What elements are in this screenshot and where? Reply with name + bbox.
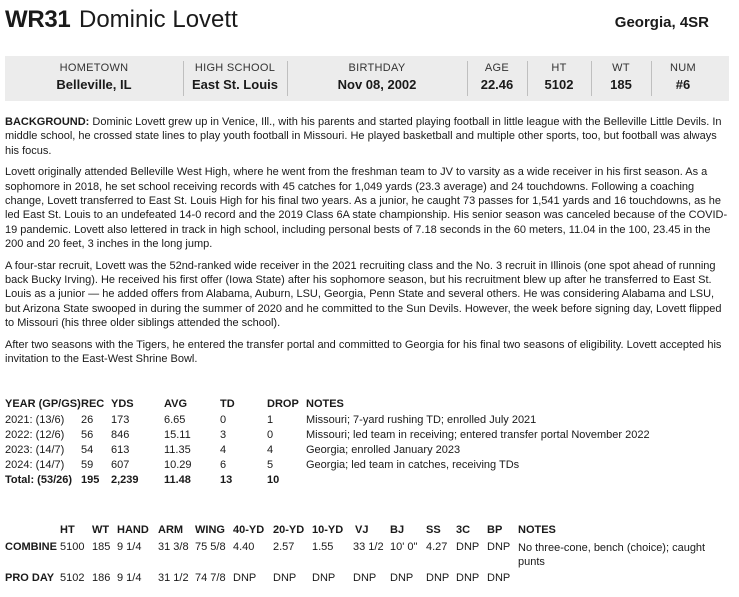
info-hometown [5, 62, 183, 92]
col-header-hand: HAND [117, 524, 149, 536]
proday-20yd: DNP [273, 572, 297, 584]
stat-td: 0 [220, 414, 227, 426]
bio-paragraph: After two seasons with the Tigers, he entered the transfer portal and committed to Georgia for his final two seasons of eligibility. Lovett accepted his invitation to the East-West Shrine Bowl. [5, 338, 722, 365]
col-header-yds: YDS [111, 398, 134, 410]
team-class: Georgia, 4SR [614, 14, 709, 31]
combine-wt: 185 [92, 541, 111, 553]
stat-rec: 56 [81, 429, 94, 441]
proday-10yd: DNP [312, 572, 336, 584]
info-label: BIRTHDAY [348, 62, 406, 74]
proday-bj: DNP [390, 572, 414, 584]
col-header-10yd: 10-YD [312, 524, 344, 536]
combine-3c: DNP [456, 541, 480, 553]
stat-drop: 10 [267, 474, 280, 486]
stat-year: Total: (53/26) [5, 474, 73, 486]
info-label: HT [551, 62, 567, 74]
stat-rec: 54 [81, 444, 94, 456]
combine-notes: No three-cone, bench (choice); caught punts [518, 542, 706, 568]
stat-avg: 15.11 [164, 429, 191, 441]
col-header-wt: WT [92, 524, 110, 536]
stat-yds: 846 [111, 429, 130, 441]
info-label: NUM [670, 62, 696, 74]
stat-avg: 10.29 [164, 459, 192, 471]
stat-avg: 11.48 [164, 474, 191, 486]
col-header-wing: WING [195, 524, 225, 536]
col-header-20yd: 20-YD [273, 524, 305, 536]
proday-bp: DNP [487, 572, 511, 584]
info-value: 22.46 [480, 77, 514, 92]
info-value: 5102 [544, 77, 574, 92]
col-header-arm: ARM [158, 524, 184, 536]
combine-ss: 4.27 [426, 541, 448, 553]
proday-3c: DNP [456, 572, 480, 584]
stat-td: 13 [220, 474, 233, 486]
combine-hand: 9 1/4 [117, 541, 142, 553]
col-header-40yd: 40-YD [233, 524, 265, 536]
stat-yds: 613 [111, 444, 130, 456]
position-rank: WR31 [5, 6, 71, 33]
combine-vj: 33 1/2 [353, 541, 384, 553]
stat-yds: 607 [111, 459, 130, 471]
stat-notes: Georgia; enrolled January 2023 [306, 444, 461, 456]
info-birthday [287, 62, 467, 92]
info-value: East St. Louis [192, 77, 278, 92]
col-header-bj: BJ [390, 524, 405, 536]
stat-drop: 4 [267, 444, 274, 456]
combine-40yd: 4.40 [233, 541, 255, 553]
combine-ht: 5100 [60, 541, 85, 553]
info-label: HOMETOWN [59, 62, 129, 74]
row-label-pro-day: PRO DAY [5, 572, 55, 584]
proday-40yd: DNP [233, 572, 257, 584]
info-value: Nov 08, 2002 [337, 77, 417, 92]
info-label: WT [612, 62, 630, 74]
combine-bj: 10' 0" [390, 541, 418, 553]
stat-rec: 26 [81, 414, 94, 426]
stat-drop: 0 [267, 429, 274, 441]
info-label: HIGH SCHOOL [194, 62, 276, 74]
info-value: Belleville, IL [56, 77, 132, 92]
stat-td: 6 [220, 459, 227, 471]
stat-rec: 59 [81, 459, 94, 471]
col-header-bp: BP [487, 524, 503, 536]
bio-text: Dominic Lovett grew up in Venice, Ill., with his parents and started playing football in little league with the Belleville Little Devils. In middle school, he crossed state lines to play youth football in Missouri. He played basketball and multiple other sports, too, but football was always his focus. [5, 116, 722, 157]
stat-yds: 173 [111, 414, 130, 426]
col-header-avg: AVG [164, 398, 188, 410]
col-header-ss: SS [426, 524, 441, 536]
col-header-notes: NOTES [518, 524, 556, 536]
proday-hand: 9 1/4 [117, 572, 142, 584]
stat-drop: 5 [267, 459, 274, 471]
player-header [5, 6, 734, 38]
stat-year: 2024: (14/7) [5, 459, 65, 471]
stat-yds: 2,239 [111, 474, 139, 486]
player-info-bar [5, 56, 729, 101]
info-weight [591, 62, 651, 92]
player-name: Dominic Lovett [79, 6, 238, 33]
stat-avg: 6.65 [164, 414, 186, 426]
stat-avg: 11.35 [164, 444, 191, 456]
info-label: AGE [484, 62, 510, 74]
proday-vj: DNP [353, 572, 377, 584]
info-value: #6 [675, 77, 691, 92]
stat-rec: 195 [81, 474, 100, 486]
info-height [527, 62, 591, 92]
stat-td: 3 [220, 429, 227, 441]
bio-paragraph-background [5, 115, 729, 158]
row-label-combine: COMBINE [5, 541, 57, 553]
info-number [651, 62, 715, 92]
player-bio [5, 115, 729, 374]
stat-drop: 1 [267, 414, 274, 426]
background-label: BACKGROUND: [5, 116, 90, 128]
stat-notes: Missouri; 7-yard rushing TD; enrolled July 2021 [306, 414, 537, 426]
combine-arm: 31 3/8 [158, 541, 189, 553]
proday-arm: 31 1/2 [158, 572, 189, 584]
combine-wing: 75 5/8 [195, 541, 226, 553]
proday-ss: DNP [426, 572, 450, 584]
col-header-vj: VJ [355, 524, 369, 536]
bio-paragraph: Lovett originally attended Belleville West High, where he went from the freshman team to JV to varsity as a wide receiver in his first season. As a sophomore in 2018, he set school receiving records with 45 catches for 1,049 yards (23.3 average) and 24 touchdowns. Following a coaching change, Lovett transferred to East St. Louis High for his final two years. As a junior, he caught 73 passes for 1,541 yards and 16 touchdowns, as he led East St. Louis to an undefeated 14-0 record and the 2019 Class 6A state championship. His senior season was canceled because of the COVID-19 pandemic. Lovett also lettered in track in high school, including personal bests of 7.18 seconds in the 60 meters, 11.04 in the 100, 23.45 in the 200 and 20 feet, 3 inches in the long jump. [5, 166, 728, 250]
info-age [467, 62, 527, 92]
col-header-td: TD [220, 398, 235, 410]
info-value: 185 [610, 77, 632, 92]
col-header-rec: REC [81, 398, 105, 410]
proday-wing: 74 7/8 [195, 572, 226, 584]
combine-10yd: 1.55 [312, 541, 334, 553]
combine-bp: DNP [487, 541, 511, 553]
col-header-notes: NOTES [306, 398, 344, 410]
bio-paragraph: A four-star recruit, Lovett was the 52nd-ranked wide receiver in the 2021 recruiting class and the No. 3 recruit in Illinois (one spot ahead of running back Bucky Irving). He received his first offer (Iowa State) after his sophomore season, but his recruitment blew up after he transferred to East St. Louis as a junior — he added offers from Alabama, Auburn, LSU, Georgia, Penn State and several others. He was considering Alabama and LSU, but Arizona State swooped in during the summer of 2020 and he committed to the Sun Devils. However, the week before signing day, Lovett flipped to Missouri (his three older siblings attended the school). [5, 259, 722, 329]
col-header-year: YEAR (GP/GS) [5, 398, 81, 410]
info-high-school [183, 62, 287, 92]
proday-ht: 5102 [60, 572, 85, 584]
stat-notes: Georgia; led team in catches, receiving TDs [306, 459, 520, 471]
col-header-3c: 3C [456, 524, 471, 536]
stat-td: 4 [220, 444, 227, 456]
col-header-ht: HT [60, 524, 75, 536]
stat-year: 2022: (12/6) [5, 429, 65, 441]
combine-20yd: 2.57 [273, 541, 295, 553]
stat-year: 2023: (14/7) [5, 444, 65, 456]
col-header-drop: DROP [267, 398, 299, 410]
proday-wt: 186 [92, 572, 111, 584]
stat-notes: Missouri; led team in receiving; entered transfer portal November 2022 [306, 429, 650, 441]
stat-year: 2021: (13/6) [5, 414, 65, 426]
